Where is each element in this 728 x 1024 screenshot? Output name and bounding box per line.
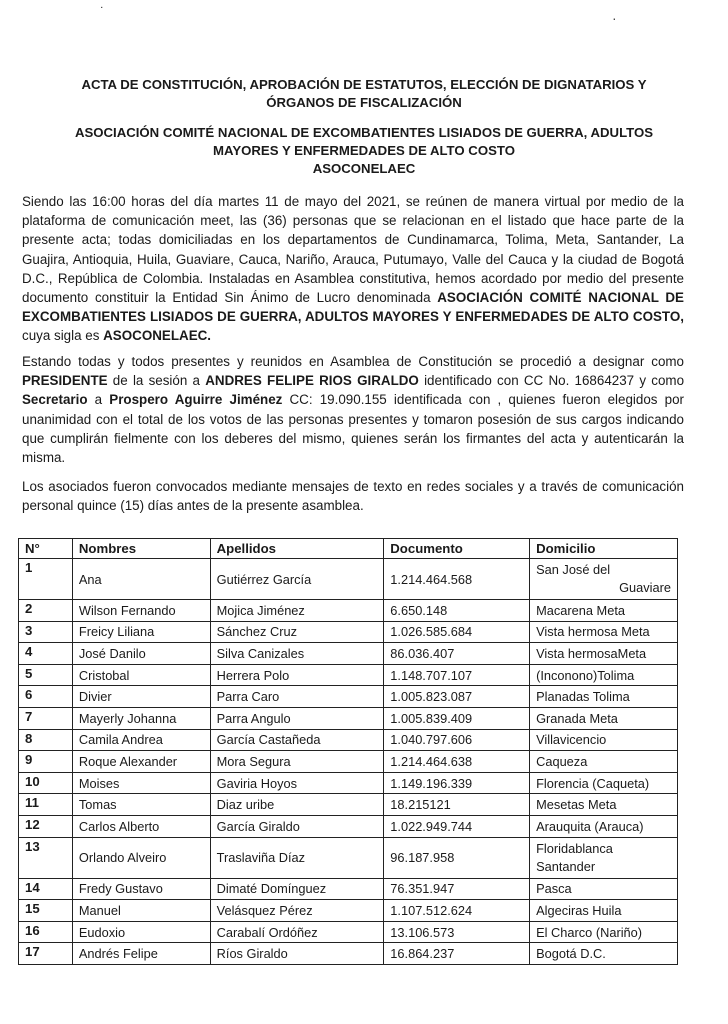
domicilio-line-2: Guaviare (619, 580, 671, 595)
paragraph-text: CC: 19.090.155 identificada con , quienes fueron elegidos por unanimidad con el total de los votos de las personas presentes y tomaron posesión de sus cargos indicando que cumplirán fielmente con los deberes del mismo, quienes serán los firmantes del acta y autenticarán la misma. (22, 392, 685, 466)
row-apellidos: Mojica Jiménez (210, 600, 384, 622)
row-nombres: Tomas (72, 794, 210, 816)
row-documento: 1.107.512.624 (384, 900, 530, 922)
header-nombres: Nombres (72, 539, 210, 559)
row-nombres: Divier (72, 686, 210, 708)
row-domicilio: Granada Meta (530, 707, 678, 729)
table-row (19, 837, 678, 878)
row-number: 7 (19, 707, 73, 729)
row-documento: 13.106.573 (384, 921, 530, 943)
paragraph-text: de la sesión a (107, 373, 206, 389)
row-number: 1 (19, 559, 73, 600)
table-row (19, 815, 678, 837)
row-domicilio: Algeciras Huila (530, 900, 678, 922)
row-apellidos: Herrera Polo (210, 664, 384, 686)
row-domicilio: Pasca (530, 878, 678, 900)
row-documento: 1.214.464.568 (384, 559, 530, 600)
row-number: 4 (19, 643, 73, 665)
row-nombres: Freicy Liliana (72, 621, 210, 643)
row-nombres: Cristobal (72, 664, 210, 686)
row-apellidos: Ríos Giraldo (210, 943, 384, 965)
scan-speck-mark: ˙ (100, 4, 105, 20)
row-documento: 1.026.585.684 (384, 621, 530, 643)
table-header-row (19, 539, 678, 559)
table-row (19, 643, 678, 665)
row-number: 3 (19, 621, 73, 643)
table-row (19, 559, 678, 600)
row-documento: 1.005.839.409 (384, 707, 530, 729)
row-apellidos: Traslaviña Díaz (210, 837, 384, 878)
association-line-1: ASOCIACIÓN COMITÉ NACIONAL DE EXCOMBATIENTES LISIADOS DE GUERRA, ADULTOS (74, 125, 654, 140)
association-name-bold: ASOCIACIÓN COMITÉ NACIONAL DE EXCOMBATIENTES LISIADOS DE GUERRA, ADULTOS MAYORES Y ENFERMEDADES DE ALTO COSTO, (22, 290, 684, 325)
domicilio-line-2: Santander (536, 858, 596, 874)
association-heading (20, 124, 708, 178)
row-documento: 86.036.407 (384, 643, 530, 665)
row-number: 12 (19, 815, 73, 837)
row-domicilio: Vista hermosaMeta (530, 643, 678, 665)
row-apellidos: Mora Segura (210, 751, 384, 773)
row-documento: 96.187.958 (384, 837, 530, 878)
domicilio-line-1: Floridablanca (536, 840, 613, 856)
table-row (19, 943, 678, 965)
row-domicilio: Bogotá D.C. (530, 943, 678, 965)
row-domicilio: Arauquita (Arauca) (530, 815, 678, 837)
row-documento: 1.022.949.744 (384, 815, 530, 837)
table-row (19, 751, 678, 773)
row-domicilio: El Charco (Nariño) (530, 921, 678, 943)
table-row (19, 621, 678, 643)
row-documento: 1.040.797.606 (384, 729, 530, 751)
row-apellidos: Dimaté Domínguez (210, 878, 384, 900)
president-role: PRESIDENTE (22, 373, 108, 389)
table-row (19, 664, 678, 686)
row-number: 2 (19, 600, 73, 622)
row-apellidos: Gutiérrez García (210, 559, 384, 600)
row-apellidos: Velásquez Pérez (210, 900, 384, 922)
domicilio-line-1: San José del (536, 562, 611, 577)
row-domicilio: Vista hermosa Meta (530, 621, 678, 643)
row-documento: 1.149.196.339 (384, 772, 530, 794)
row-domicilio: Mesetas Meta (530, 794, 678, 816)
row-nombres: Fredy Gustavo (72, 878, 210, 900)
row-apellidos: Parra Caro (210, 686, 384, 708)
row-apellidos: Parra Angulo (210, 707, 384, 729)
title-line-2: ÓRGANOS DE FISCALIZACIÓN (266, 95, 462, 110)
row-nombres: Ana (72, 559, 210, 600)
row-documento: 1.148.707.107 (384, 664, 530, 686)
row-number: 6 (19, 686, 73, 708)
row-documento: 16.864.237 (384, 943, 530, 965)
document-title (20, 76, 708, 112)
table-row (19, 729, 678, 751)
row-number: 5 (19, 664, 73, 686)
convocation-paragraph: Los asociados fueron convocados mediante mensajes de texto en redes sociales y a través de comunicación personal quince (15) días antes de la presente asamblea. (22, 479, 684, 514)
row-nombres: Carlos Alberto (72, 815, 210, 837)
paragraph-text: identificado con CC No. 16864237 y como (418, 373, 685, 389)
row-nombres: Orlando Alveiro (72, 837, 210, 878)
president-name: ANDRES FELIPE RIOS GIRALDO (205, 373, 419, 389)
row-number: 9 (19, 751, 73, 773)
acronym-bold: ASOCONELAEC. (103, 328, 212, 344)
association-acronym: ASOCONELAEC (312, 161, 416, 176)
row-documento: 6.650.148 (384, 600, 530, 622)
row-nombres: Andrés Felipe (72, 943, 210, 965)
constitution-paragraph (22, 192, 684, 346)
table-row (19, 600, 678, 622)
row-number: 13 (19, 837, 73, 878)
header-number: N° (19, 539, 73, 559)
row-nombres: José Danilo (72, 643, 210, 665)
secretary-role: Secretario (22, 392, 88, 408)
table-row (19, 921, 678, 943)
row-documento: 76.351.947 (384, 878, 530, 900)
table-row (19, 878, 678, 900)
row-number: 10 (19, 772, 73, 794)
row-number: 16 (19, 921, 73, 943)
row-documento: 18.215121 (384, 794, 530, 816)
row-domicilio: Macarena Meta (530, 600, 678, 622)
paragraph-text: Estando todas y todos presentes y reunidos en Asamblea de Constitución se procedió a designar como (22, 354, 684, 369)
table-row (19, 900, 678, 922)
secretary-name: Prospero Aguirre Jiménez (109, 392, 283, 408)
paragraph-text: Siendo las 16:00 horas del día martes 11 de mayo del 2021, se reúnen de manera virtual por medio de la plataforma de comunicación meet, las (36) personas que se relacionan en el listado que hace parte de la presente acta; todas domiciliadas en los departamentos de Cundinamarca, Tolima, Meta, Santander, La Guajira, Antioquia, Huila, Guaviare, Cauca, Nariño, Arauca, Putumayo, Valle del Cauca y la ciudad de Bogotá D.C., República de Colombia. Instaladas en Asamblea constitutiva, hemos acordado por medio del presente documento constituir la Entidad Sin Ánimo de Lucro denominada (22, 194, 684, 306)
row-apellidos: García Castañeda (210, 729, 384, 751)
row-domicilio (530, 559, 678, 600)
header-domicilio: Domicilio (530, 539, 678, 559)
association-line-2: MAYORES Y ENFERMEDADES DE ALTO COSTO (213, 143, 515, 158)
row-domicilio: Villavicencio (530, 729, 678, 751)
row-apellidos: García Giraldo (210, 815, 384, 837)
header-apellidos: Apellidos (210, 539, 384, 559)
header-documento: Documento (384, 539, 530, 559)
row-documento: 1.214.464.638 (384, 751, 530, 773)
row-domicilio: Planadas Tolima (530, 686, 678, 708)
scan-speck-mark: · (612, 10, 617, 26)
row-number: 17 (19, 943, 73, 965)
row-documento: 1.005.823.087 (384, 686, 530, 708)
title-line-1: ACTA DE CONSTITUCIÓN, APROBACIÓN DE ESTATUTOS, ELECCIÓN DE DIGNATARIOS Y (81, 77, 647, 92)
table-row (19, 772, 678, 794)
row-nombres: Mayerly Johanna (72, 707, 210, 729)
row-apellidos: Carabalí Ordóñez (210, 921, 384, 943)
row-number: 14 (19, 878, 73, 900)
table-row (19, 707, 678, 729)
row-domicilio: Caqueza (530, 751, 678, 773)
officers-paragraph (22, 352, 684, 467)
table-row (19, 794, 678, 816)
row-number: 8 (19, 729, 73, 751)
row-nombres: Moises (72, 772, 210, 794)
row-nombres: Roque Alexander (72, 751, 210, 773)
row-domicilio: Florencia (Caqueta) (530, 772, 678, 794)
row-nombres: Eudoxio (72, 921, 210, 943)
row-domicilio: (Inconono)Tolima (530, 664, 678, 686)
row-apellidos: Silva Canizales (210, 643, 384, 665)
row-nombres: Manuel (72, 900, 210, 922)
row-nombres: Camila Andrea (72, 729, 210, 751)
row-number: 15 (19, 900, 73, 922)
row-domicilio (530, 837, 678, 878)
members-table (18, 538, 678, 965)
row-apellidos: Diaz uribe (210, 794, 384, 816)
row-nombres: Wilson Fernando (72, 600, 210, 622)
row-apellidos: Sánchez Cruz (210, 621, 384, 643)
table-row (19, 686, 678, 708)
row-number: 11 (19, 794, 73, 816)
paragraph-text: cuya sigla es (22, 328, 104, 344)
row-apellidos: Gaviria Hoyos (210, 772, 384, 794)
paragraph-text: a (87, 392, 110, 408)
